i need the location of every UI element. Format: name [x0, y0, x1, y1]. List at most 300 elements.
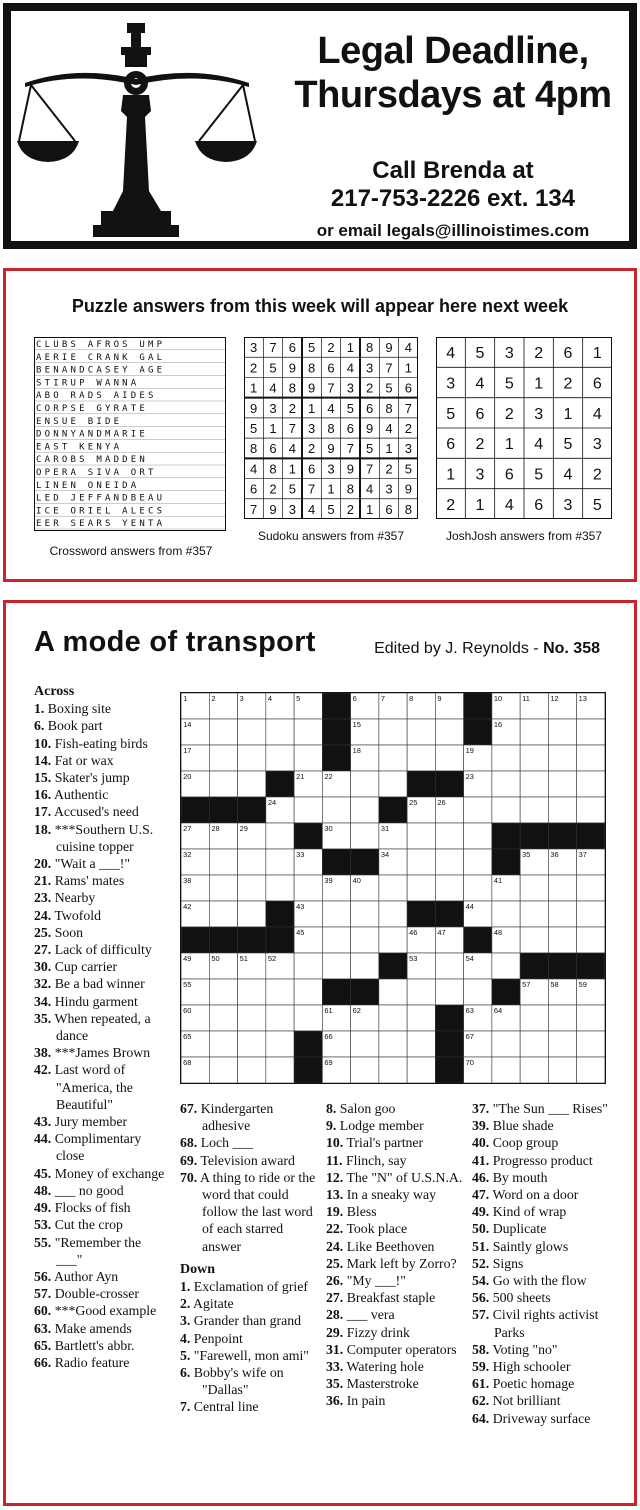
crossword-answer-row: LED JEFFANDBEAU	[36, 493, 166, 504]
cell-number: 22	[324, 771, 333, 781]
grid-cell[interactable]	[238, 745, 266, 771]
black-square	[351, 849, 379, 875]
grid-cell[interactable]	[379, 745, 407, 771]
clue-item: 33. Watering hole	[326, 1359, 424, 1375]
grid-cell[interactable]	[492, 1031, 520, 1057]
clue-item: 18. ***Southern U.S. cuisine topper	[34, 821, 154, 854]
black-square	[435, 771, 463, 797]
cell-number: 68	[183, 1057, 192, 1067]
cell-number: 67	[465, 1031, 474, 1041]
puzzle-answers-panel	[3, 268, 637, 582]
clue-item: 64. Driveway surface	[472, 1410, 591, 1426]
sudoku-cell: 7	[346, 441, 354, 457]
sudoku-cell: 5	[269, 360, 277, 376]
grid-cell[interactable]	[379, 927, 407, 953]
cell-number: 53	[409, 953, 418, 963]
grid-cell[interactable]	[238, 849, 266, 875]
clue-item: 26. "My ___!"	[326, 1273, 406, 1289]
joshjosh-cell: 6	[563, 345, 573, 363]
cell-number: 18	[352, 745, 361, 755]
clue-item: 5. "Farewell, mon ami"	[180, 1347, 309, 1363]
cell-number: 49	[183, 953, 192, 963]
grid-cell[interactable]	[407, 719, 435, 745]
black-square	[492, 823, 520, 849]
grid-cell[interactable]	[266, 979, 294, 1005]
cell-number: 65	[183, 1031, 192, 1041]
clue-item: 7. Central line	[180, 1399, 259, 1415]
joshjosh-cell: 6	[504, 466, 514, 484]
sudoku-cell: 6	[404, 380, 412, 396]
grid-cell[interactable]	[548, 927, 576, 953]
joshjosh-cell: 3	[534, 405, 544, 423]
black-square	[351, 979, 379, 1005]
crossword-answer-row: AERIE CRANK GAL	[36, 352, 166, 363]
sudoku-cell: 7	[288, 421, 296, 436]
joshjosh-cell: 2	[563, 375, 573, 393]
joshjosh-caption: JoshJosh answers from #357	[445, 529, 603, 543]
grid-cell[interactable]	[351, 953, 379, 979]
sudoku-cell: 6	[308, 461, 316, 477]
black-square	[209, 797, 237, 823]
grid-cell[interactable]	[379, 719, 407, 745]
clue-item: 9. Lodge member	[326, 1118, 424, 1134]
clue-item: 49. Flocks of fish	[34, 1200, 131, 1216]
sudoku-cell: 5	[288, 481, 296, 497]
grid-cell[interactable]	[577, 1005, 605, 1031]
grid-cell[interactable]	[294, 953, 322, 979]
phone-number: 217-753-2226 ext. 134	[330, 185, 576, 212]
grid-cell[interactable]	[351, 771, 379, 797]
grid-cell[interactable]	[492, 745, 520, 771]
joshjosh-cell: 4	[446, 345, 456, 363]
sudoku-cell: 5	[366, 441, 374, 457]
grid-cell[interactable]	[464, 797, 492, 823]
down-heading: Down	[180, 1261, 216, 1277]
sudoku-cell: 4	[250, 461, 258, 477]
joshjosh-cell: 4	[563, 466, 573, 484]
clue-item: 59. High schooler	[472, 1359, 571, 1375]
sudoku-cell: 2	[385, 461, 393, 477]
grid-cell[interactable]	[209, 849, 237, 875]
sudoku-cell: 1	[346, 340, 354, 356]
grid-cell[interactable]	[379, 771, 407, 797]
grid-cell[interactable]	[209, 875, 237, 901]
joshjosh-cell: 4	[534, 436, 544, 454]
grid-cell[interactable]	[520, 1005, 548, 1031]
grid-cell[interactable]	[266, 875, 294, 901]
joshjosh-cell: 5	[534, 466, 544, 484]
sudoku-answers-grid	[244, 337, 418, 519]
grid-cell[interactable]	[209, 1005, 237, 1031]
grid-cell[interactable]	[520, 771, 548, 797]
clue-item: 28. ___ vera	[326, 1307, 395, 1323]
grid-cell[interactable]	[548, 1005, 576, 1031]
sudoku-cell: 8	[288, 380, 296, 396]
legal-notice-ad	[3, 3, 637, 249]
grid-cell[interactable]	[577, 719, 605, 745]
black-square	[266, 901, 294, 927]
joshjosh-cell: 3	[504, 345, 514, 363]
clue-item: 13. In a sneaky way	[326, 1187, 436, 1203]
grid-cell[interactable]	[266, 823, 294, 849]
sudoku-cell: 1	[404, 360, 412, 376]
sudoku-cell: 3	[250, 340, 258, 356]
clue-item: 47. Word on a door	[472, 1187, 579, 1203]
grid-cell[interactable]	[294, 875, 322, 901]
crossword-answer-row: EAST KENYA	[36, 442, 123, 453]
grid-cell[interactable]	[379, 1057, 407, 1083]
grid-cell[interactable]	[407, 1057, 435, 1083]
grid-cell[interactable]	[577, 927, 605, 953]
cell-number: 36	[550, 849, 559, 859]
grid-cell[interactable]	[379, 1031, 407, 1057]
clue-item: 21. Rams' mates	[34, 873, 125, 889]
grid-cell[interactable]	[209, 771, 237, 797]
cell-number: 40	[352, 875, 361, 885]
clue-item: 43. Jury member	[34, 1114, 128, 1130]
clue-item: 53. Cut the crop	[34, 1217, 123, 1233]
grid-cell[interactable]	[379, 1005, 407, 1031]
clue-item: 62. Not brilliant	[472, 1393, 561, 1409]
grid-cell[interactable]	[238, 875, 266, 901]
sudoku-cell: 8	[327, 421, 335, 436]
grid-cell[interactable]	[492, 901, 520, 927]
sudoku-cell: 9	[250, 400, 258, 416]
grid-cell[interactable]	[548, 901, 576, 927]
cell-number: 51	[239, 953, 248, 963]
black-square	[492, 849, 520, 875]
grid-cell[interactable]	[294, 719, 322, 745]
grid-cell[interactable]	[351, 797, 379, 823]
grid-cell[interactable]	[238, 771, 266, 797]
grid-cell[interactable]	[435, 953, 463, 979]
grid-cell[interactable]	[294, 1005, 322, 1031]
black-square	[577, 953, 605, 979]
grid-cell[interactable]	[407, 1005, 435, 1031]
sudoku-cell: 7	[366, 461, 374, 477]
grid-cell[interactable]	[209, 979, 237, 1005]
grid-cell[interactable]	[520, 719, 548, 745]
grid-cell[interactable]	[294, 745, 322, 771]
joshjosh-cell: 5	[446, 405, 456, 423]
clue-item: 70. A thing to ride or the word that could follow the last word of each starred answer	[180, 1169, 316, 1254]
cell-number: 62	[352, 1005, 361, 1015]
clue-item: 22. Took place	[326, 1221, 408, 1237]
black-square	[435, 1057, 463, 1083]
clues-across-column	[34, 683, 170, 1371]
cell-number: 52	[267, 953, 277, 963]
clue-item: 68. Loch ___	[180, 1135, 254, 1151]
grid-cell[interactable]	[520, 875, 548, 901]
cell-number: 1	[183, 693, 188, 703]
grid-cell[interactable]	[520, 745, 548, 771]
clue-item: 4. Penpoint	[180, 1330, 243, 1346]
clue-item: 50. Duplicate	[472, 1221, 547, 1237]
clue-item: 49. Kind of wrap	[472, 1204, 567, 1220]
grid-cell[interactable]	[435, 719, 463, 745]
sudoku-cell: 1	[327, 481, 335, 497]
cell-number: 9	[437, 693, 442, 703]
grid-cell[interactable]	[266, 1057, 294, 1083]
cell-number: 23	[465, 771, 474, 781]
grid-cell[interactable]	[520, 901, 548, 927]
cell-number: 4	[267, 693, 272, 703]
clue-item: 29. Fizzy drink	[326, 1324, 410, 1340]
grid-cell[interactable]	[209, 719, 237, 745]
grid-cell[interactable]	[548, 719, 576, 745]
grid-cell[interactable]	[464, 849, 492, 875]
cell-number: 8	[409, 693, 414, 703]
sudoku-cell: 9	[308, 380, 316, 396]
grid-cell[interactable]	[238, 1005, 266, 1031]
crossword-answer-row: LINEN ONEIDA	[36, 480, 140, 491]
grid-cell[interactable]	[492, 953, 520, 979]
clue-item: 63. Make amends	[34, 1320, 132, 1336]
grid-cell[interactable]	[464, 979, 492, 1005]
cell-number: 34	[380, 849, 390, 859]
sudoku-cell: 6	[346, 421, 354, 436]
sudoku-cell: 3	[385, 481, 393, 497]
clue-item: 24. Like Beethoven	[326, 1238, 435, 1254]
cell-number: 41	[493, 875, 503, 885]
grid-cell[interactable]	[379, 901, 407, 927]
black-square	[266, 771, 294, 797]
joshjosh-cell: 4	[592, 405, 602, 423]
joshjosh-cell: 5	[504, 375, 514, 393]
sudoku-cell: 4	[346, 360, 354, 376]
grid-cell[interactable]	[464, 823, 492, 849]
cell-number: 21	[296, 771, 305, 781]
grid-cell[interactable]	[238, 1031, 266, 1057]
grid-cell[interactable]	[464, 875, 492, 901]
joshjosh-cell: 5	[475, 345, 485, 363]
grid-cell[interactable]	[577, 771, 605, 797]
clue-item: 56. Author Ayn	[34, 1268, 119, 1284]
sudoku-cell: 4	[327, 400, 335, 416]
clue-item: 12. The "N" of U.S.N.A.	[326, 1169, 463, 1185]
cell-number: 43	[296, 901, 305, 911]
grid-cell[interactable]	[407, 979, 435, 1005]
cell-number: 37	[578, 849, 587, 859]
sudoku-cell: 2	[404, 421, 412, 436]
clue-item: 48. ___ no good	[34, 1182, 124, 1198]
grid-cell[interactable]	[351, 901, 379, 927]
black-square	[209, 927, 237, 953]
grid-cell[interactable]	[322, 901, 350, 927]
joshjosh-cell: 6	[592, 375, 602, 393]
sudoku-cell: 9	[366, 421, 374, 436]
clue-item: 6. Bobby's wife on "Dallas"	[180, 1365, 284, 1398]
grid-cell[interactable]	[548, 875, 576, 901]
black-square	[548, 823, 576, 849]
grid-cell[interactable]	[294, 797, 322, 823]
puzzle-number: No. 358	[543, 640, 600, 657]
black-square	[379, 953, 407, 979]
grid-cell[interactable]	[238, 1057, 266, 1083]
grid-cell[interactable]	[351, 927, 379, 953]
sudoku-cell: 1	[269, 421, 277, 436]
sudoku-cell: 6	[385, 501, 393, 517]
cell-number: 30	[324, 823, 333, 833]
cell-number: 63	[465, 1005, 474, 1015]
grid-cell[interactable]	[548, 1031, 576, 1057]
cell-number: 5	[296, 693, 301, 703]
sudoku-cell: 9	[269, 501, 277, 517]
grid-cell[interactable]	[407, 849, 435, 875]
joshjosh-cell: 3	[592, 436, 602, 454]
sudoku-cell: 9	[404, 481, 412, 497]
grid-cell[interactable]	[520, 1031, 548, 1057]
black-square	[492, 979, 520, 1005]
black-square	[435, 901, 463, 927]
crossword-answer-row: ENSUE BIDE	[36, 416, 123, 427]
cell-number: 2	[211, 693, 216, 703]
black-square	[322, 745, 350, 771]
sudoku-cell: 7	[385, 360, 393, 376]
cell-number: 16	[493, 719, 503, 729]
grid-cell[interactable]	[435, 745, 463, 771]
sudoku-cell: 6	[269, 441, 277, 457]
clue-item: 67. Kindergarten adhesive	[180, 1101, 274, 1134]
sudoku-cell: 7	[404, 400, 412, 416]
scales-of-justice-icon	[17, 21, 257, 239]
grid-cell[interactable]	[548, 771, 576, 797]
cell-number: 14	[183, 719, 192, 729]
grid-cell[interactable]	[238, 979, 266, 1005]
grid-cell[interactable]	[294, 979, 322, 1005]
clue-item: 57. Double-crosser	[34, 1286, 139, 1302]
grid-cell[interactable]	[520, 797, 548, 823]
black-square	[294, 823, 322, 849]
clues-down-column-4	[472, 1100, 612, 1427]
grid-cell[interactable]	[435, 875, 463, 901]
clue-item: 30. Cup carrier	[34, 959, 118, 975]
grid-cell[interactable]	[407, 745, 435, 771]
clue-item: 66. Radio feature	[34, 1354, 130, 1370]
grid-cell[interactable]	[492, 1057, 520, 1083]
grid-cell[interactable]	[577, 901, 605, 927]
joshjosh-cell: 1	[592, 345, 602, 363]
cell-number: 35	[522, 849, 531, 859]
grid-cell[interactable]	[379, 979, 407, 1005]
black-square	[435, 1005, 463, 1031]
grid-cell[interactable]	[266, 1005, 294, 1031]
clue-item: 25. Mark left by Zorro?	[326, 1255, 457, 1271]
crossword-answer-row: CLUBS AFROS UMP	[36, 340, 166, 350]
joshjosh-cell: 1	[475, 496, 485, 514]
sudoku-cell: 5	[346, 400, 354, 416]
grid-cell[interactable]	[577, 1031, 605, 1057]
crossword-grid[interactable]	[180, 692, 606, 1084]
grid-cell[interactable]	[577, 797, 605, 823]
clue-item: 61. Poetic homage	[472, 1376, 575, 1392]
grid-cell[interactable]	[577, 875, 605, 901]
cell-number: 25	[409, 797, 418, 807]
grid-cell[interactable]	[492, 771, 520, 797]
grid-cell[interactable]	[379, 875, 407, 901]
grid-cell[interactable]	[266, 849, 294, 875]
sudoku-cell: 8	[385, 400, 393, 416]
grid-cell[interactable]	[266, 1031, 294, 1057]
black-square	[520, 953, 548, 979]
grid-cell[interactable]	[322, 953, 350, 979]
grid-cell[interactable]	[407, 875, 435, 901]
grid-cell[interactable]	[548, 745, 576, 771]
joshjosh-cell: 1	[504, 436, 514, 454]
legal-email: or email legals@illinoistimes.com	[316, 221, 590, 240]
grid-cell[interactable]	[407, 823, 435, 849]
grid-cell[interactable]	[435, 849, 463, 875]
cell-number: 10	[493, 693, 503, 703]
cell-number: 70	[465, 1057, 474, 1067]
sudoku-cell: 4	[288, 441, 296, 457]
clue-item: 34. Hindu garment	[34, 993, 138, 1009]
clue-item: 38. ***James Brown	[34, 1045, 151, 1061]
sudoku-cell: 2	[346, 501, 354, 517]
cell-number: 44	[465, 901, 474, 911]
grid-cell[interactable]	[548, 797, 576, 823]
grid-cell[interactable]	[520, 927, 548, 953]
clue-item: 69. Television award	[180, 1152, 295, 1168]
joshjosh-cell: 6	[534, 496, 544, 514]
grid-cell[interactable]	[520, 1057, 548, 1083]
sudoku-cell: 5	[308, 340, 316, 356]
grid-cell[interactable]	[435, 979, 463, 1005]
sudoku-cell: 7	[308, 481, 316, 497]
grid-cell[interactable]	[238, 719, 266, 745]
grid-cell[interactable]	[209, 1031, 237, 1057]
grid-cell[interactable]	[492, 797, 520, 823]
grid-cell[interactable]	[238, 901, 266, 927]
grid-cell[interactable]	[209, 1057, 237, 1083]
sudoku-cell: 2	[250, 360, 258, 376]
cell-number: 3	[239, 693, 244, 703]
sudoku-cell: 8	[250, 441, 258, 457]
grid-cell[interactable]	[407, 1031, 435, 1057]
cell-number: 29	[239, 823, 248, 833]
clue-item: 19. Bless	[326, 1204, 377, 1220]
sudoku-cell: 3	[288, 501, 296, 517]
grid-cell[interactable]	[351, 1057, 379, 1083]
grid-cell[interactable]	[322, 927, 350, 953]
grid-cell[interactable]	[548, 1057, 576, 1083]
grid-cell[interactable]	[209, 901, 237, 927]
sudoku-cell: 8	[308, 360, 316, 376]
grid-cell[interactable]	[577, 745, 605, 771]
sudoku-cell: 1	[308, 400, 316, 416]
joshjosh-cell: 1	[563, 405, 573, 423]
sudoku-cell: 4	[385, 421, 393, 436]
grid-cell[interactable]	[351, 1031, 379, 1057]
grid-cell[interactable]	[322, 797, 350, 823]
black-square	[238, 797, 266, 823]
grid-cell[interactable]	[577, 1057, 605, 1083]
black-square	[520, 823, 548, 849]
cell-number: 57	[522, 979, 531, 989]
grid-cell[interactable]	[435, 823, 463, 849]
clue-item: 54. Go with the flow	[472, 1273, 587, 1289]
crossword-answers-grid	[34, 337, 226, 531]
sudoku-cell: 3	[308, 421, 316, 436]
joshjosh-cell: 3	[475, 466, 485, 484]
grid-cell[interactable]	[351, 823, 379, 849]
grid-cell[interactable]	[209, 745, 237, 771]
crossword-answer-row: CAROBS MADDEN	[36, 455, 149, 466]
grid-cell[interactable]	[266, 745, 294, 771]
sudoku-cell: 3	[327, 461, 335, 477]
joshjosh-cell: 1	[446, 466, 456, 484]
grid-cell[interactable]	[266, 719, 294, 745]
